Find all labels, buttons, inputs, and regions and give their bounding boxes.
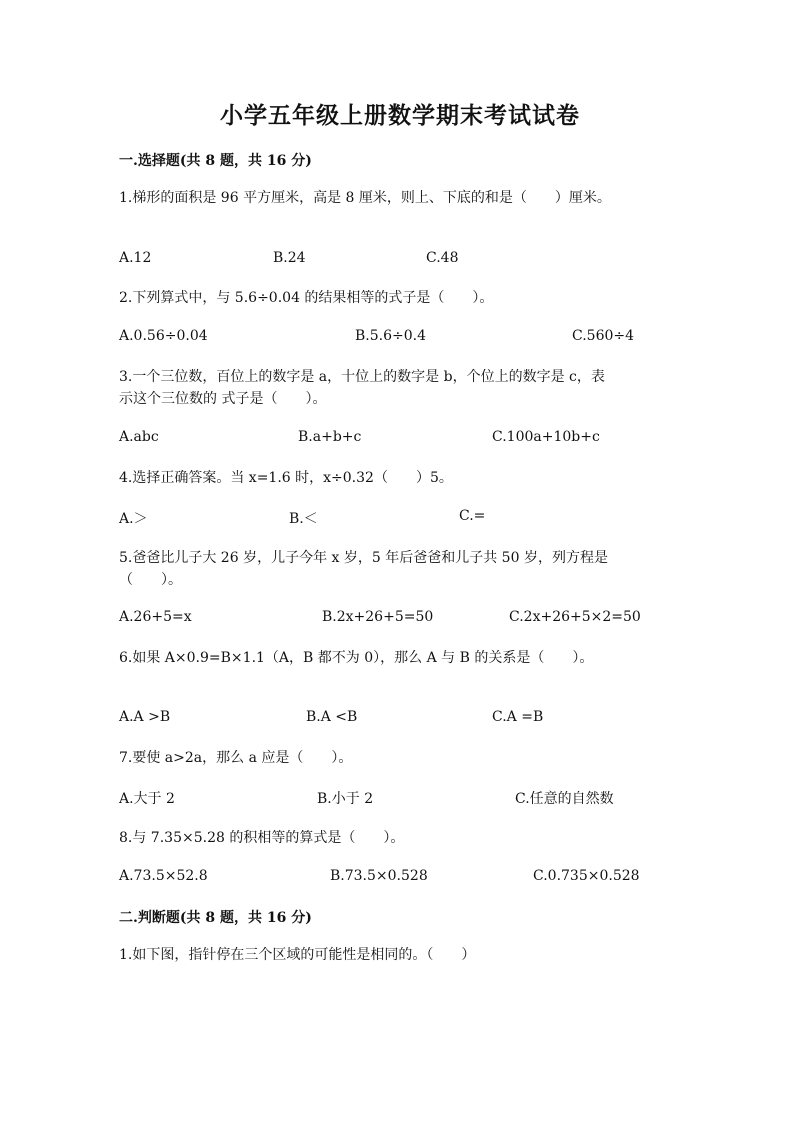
q5-option-b: B.2x+26+5=50: [322, 609, 434, 625]
q8-option-b: B.73.5×0.528: [330, 868, 428, 884]
question-3-line-1: 3.一个三位数，百位上的数字是 a，十位上的数字是 b，个位上的数字是 c，表: [119, 369, 605, 385]
q7-option-c: C.任意的自然数: [515, 791, 614, 807]
q1-option-c: C.48: [426, 250, 459, 266]
q3-option-c: C.100a+10b+c: [492, 429, 600, 445]
q2-option-a: A.0.56÷0.04: [119, 328, 208, 344]
q6-option-c: C.A =B: [492, 709, 544, 725]
question-2: 2.下列算式中，与 5.6÷0.04 的结果相等的式子是（ ）。: [119, 290, 494, 306]
q7-option-b: B.小于 2: [317, 791, 374, 807]
q2-option-c: C.560÷4: [572, 328, 635, 344]
q3-option-a: A.abc: [119, 429, 159, 445]
exam-title: 小学五年级上册数学期末考试试卷: [220, 102, 580, 129]
question-1: 1.梯形的面积是 96 平方厘米，高是 8 厘米，则上、下底的和是（ ）厘米。: [119, 190, 611, 206]
q4-option-b: B.＜: [289, 511, 318, 527]
q7-option-a: A.大于 2: [119, 791, 175, 807]
question-8: 8.与 7.35×5.28 的积相等的算式是（ ）。: [119, 830, 405, 846]
section-heading-choice: 一.选择题(共 8 题，共 16 分): [119, 153, 312, 169]
q8-option-a: A.73.5×52.8: [119, 868, 208, 884]
judgment-question-1: 1.如下图，指针停在三个区域的可能性是相同的。（ ）: [119, 947, 476, 963]
q4-option-a: A.＞: [119, 511, 148, 527]
q1-option-a: A.12: [119, 250, 152, 266]
q4-option-c: C.=: [459, 508, 486, 524]
q8-option-c: C.0.735×0.528: [533, 868, 640, 884]
q6-option-a: A.A >B: [119, 709, 171, 725]
q1-option-b: B.24: [273, 250, 306, 266]
q6-option-b: B.A <B: [306, 709, 358, 725]
question-5-line-2: （ ）。: [119, 572, 182, 588]
question-6: 6.如果 A×0.9=B×1.1（A，B 都不为 0），那么 A 与 B 的关系是（ ）。: [119, 650, 594, 666]
question-3-line-2: 示这个三位数的 式子是（ ）。: [119, 391, 327, 407]
question-4: 4.选择正确答案。当 x=1.6 时，x÷0.32（ ）5。: [119, 470, 453, 486]
q3-option-b: B.a+b+c: [298, 429, 362, 445]
section-heading-judgment: 二.判断题(共 8 题，共 16 分): [119, 910, 312, 926]
q5-option-a: A.26+5=x: [119, 609, 192, 625]
question-5-line-1: 5.爸爸比儿子大 26 岁，儿子今年 x 岁，5 年后爸爸和儿子共 50 岁，列方程是: [119, 550, 608, 566]
q5-option-c: C.2x+26+5×2=50: [509, 609, 641, 625]
q2-option-b: B.5.6÷0.4: [355, 328, 426, 344]
question-7: 7.要使 a>2a，那么 a 应是（ ）。: [119, 750, 353, 766]
